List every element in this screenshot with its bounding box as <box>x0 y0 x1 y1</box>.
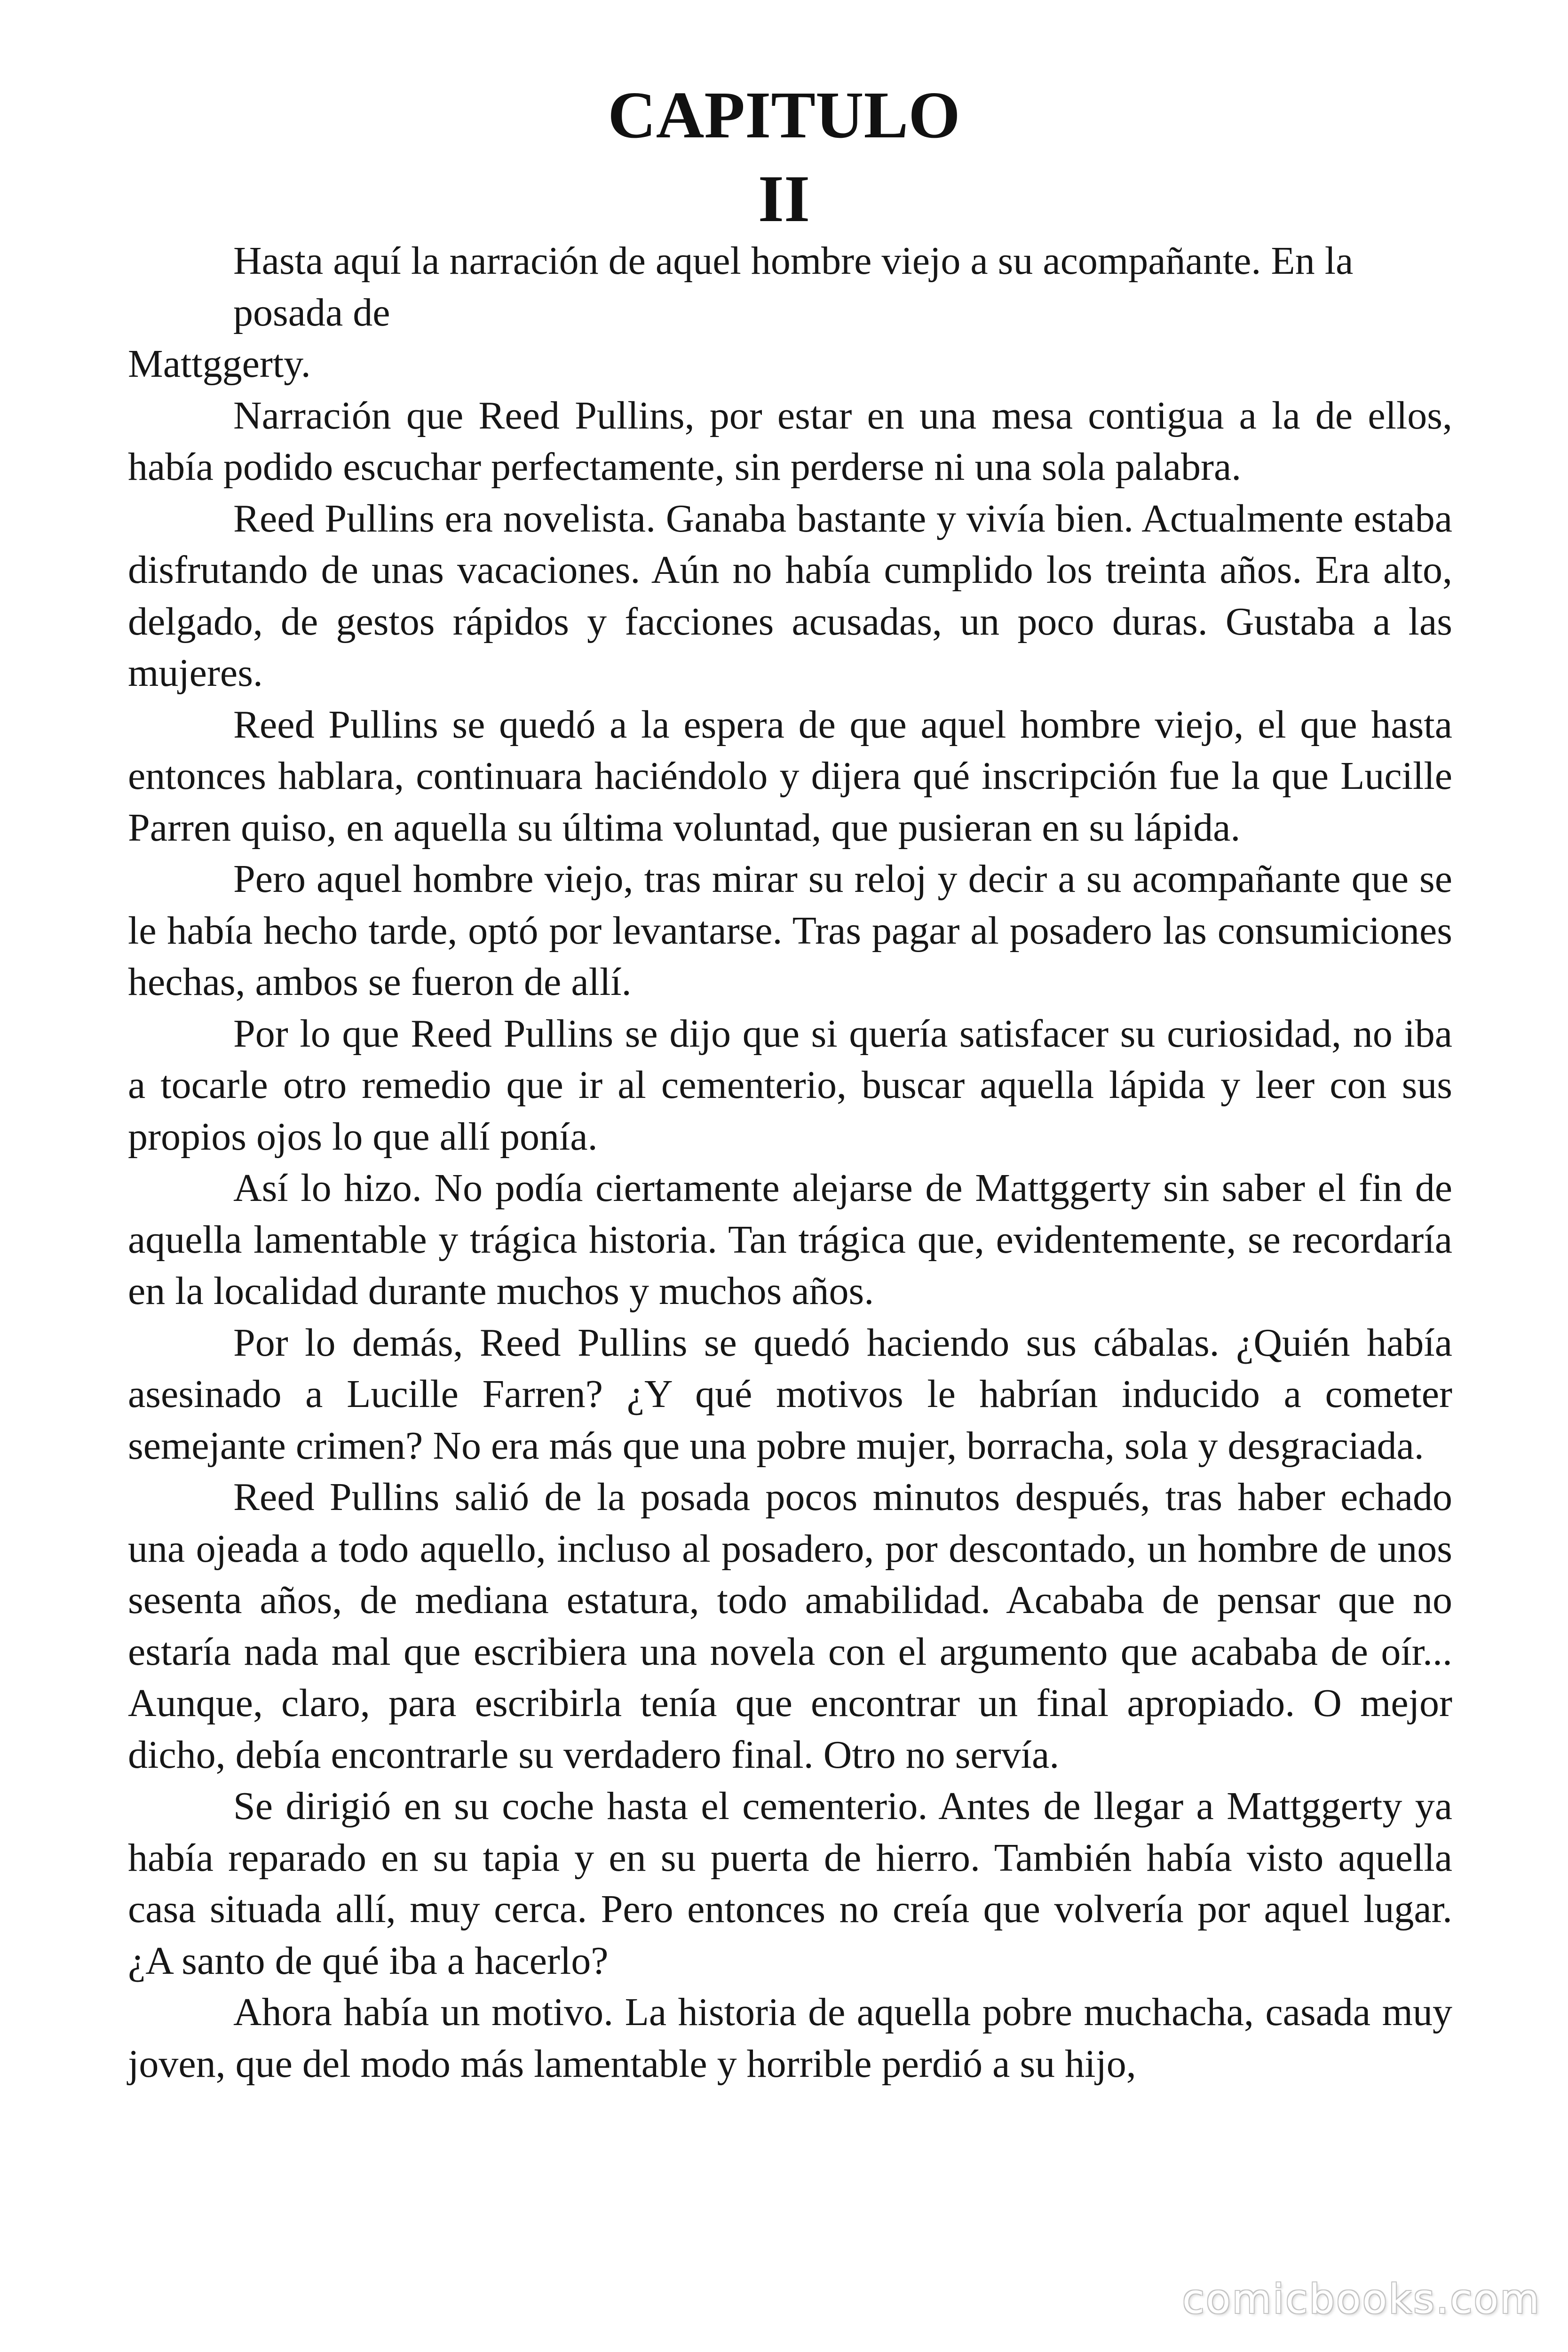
paragraph: Pero aquel hombre viejo, tras mirar su reloj y decir a su acompañante que se le había hecho tarde, optó por levantarse. Tras pagar al posadero las consumiciones hechas, ambos se fueron de allí. <box>128 857 1452 1004</box>
paragraph: Narración que Reed Pullins, por estar en una mesa contigua a la de ellos, había podido escuchar perfectamente, sin perderse ni una sola palabra. <box>128 393 1452 489</box>
chapter-heading <box>0 73 1568 240</box>
body-text <box>128 235 1452 2090</box>
paragraph: Así lo hizo. No podía ciertamente alejarse de Mattggerty sin saber el fin de aquella lamentable y trágica historia. Tan trágica que, evidentemente, se recordaría en la localidad durante muchos y muchos años. <box>128 1166 1452 1313</box>
chapter-label: CAPITULO <box>608 78 960 152</box>
chapter-number: II <box>758 161 810 236</box>
watermark: comicbooks.com <box>1182 2276 1541 2323</box>
paragraph: Reed Pullins salió de la posada pocos minutos después, tras haber echado una ojeada a todo aquello, incluso al posadero, por descontado, un hombre de unos sesenta años, de mediana estatura, todo amabilidad. Acababa de pensar que no estaría nada mal que escribiera una novela con el argumento que acababa de oír... Aunque, claro, para escribirla tenía que encontrar un final apropiado. O mejor dicho, debía encontrarle su verdadero final. Otro no servía. <box>128 1475 1452 1777</box>
paragraph: Por lo que Reed Pullins se dijo que si quería satisfacer su curiosidad, no iba a tocarle otro remedio que ir al cementerio, buscar aquella lápida y leer con sus propios ojos lo que allí ponía. <box>128 1011 1452 1159</box>
paragraph: Reed Pullins se quedó a la espera de que aquel hombre viejo, el que hasta entonces hablara, continuara haciéndolo y dijera qué inscripción fue la que Lucille Parren quiso, en aquella su última voluntad, que pusieran en su lápida. <box>128 702 1452 850</box>
paragraph: Por lo demás, Reed Pullins se quedó haciendo sus cábalas. ¿Quién había asesinado a Lucille Farren? ¿Y qué motivos le habrían inducido a cometer semejante crimen? No era más que una pobre mujer, borracha, sola y desgraciada. <box>128 1320 1452 1468</box>
paragraph: Hasta aquí la narración de aquel hombre viejo a su acompañante. En la posada de <box>233 239 1354 334</box>
paragraph: Se dirigió en su coche hasta el cementerio. Antes de llegar a Mattggerty ya había reparado en su tapia y en su puerta de hierro. También había visto aquella casa situada allí, muy cerca. Pero entonces no creía que volvería por aquel lugar. ¿A santo de qué iba a hacerlo? <box>128 1784 1452 1983</box>
paragraph: Ahora había un motivo. La historia de aquella pobre muchacha, casada muy joven, que del modo más lamentable y horrible perdió a su hijo, <box>128 1990 1452 2086</box>
paragraph: Mattggerty. <box>128 342 311 386</box>
paragraph: Reed Pullins era novelista. Ganaba bastante y vivía bien. Actualmente estaba disfrutando de unas vacaciones. Aún no había cumplido los treinta años. Era alto, delgado, de gestos rápidos y facciones acusadas, un poco duras. Gustaba a las mujeres. <box>128 496 1452 695</box>
